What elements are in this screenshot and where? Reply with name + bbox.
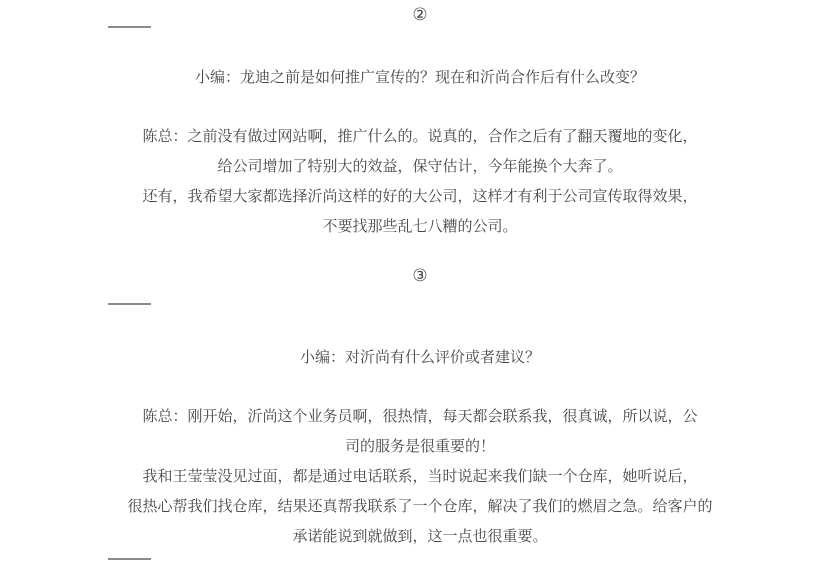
answer-line: 我和王莹莹没见过面，都是通过电话联系，当时说起来我们缺一个仓库，她听说后， — [142, 468, 698, 485]
answer-line: 司的服务是很重要的！ — [344, 438, 495, 455]
divider-bottom — [108, 558, 151, 560]
answer-line: 还有，我希望大家都选择沂尚这样的好的大公司，这样才有利于公司宣传取得效果， — [142, 188, 698, 205]
answer-line: 陈总：之前没有做过网站啊，推广什么的。说真的，合作之后有了翻天覆地的变化， — [142, 128, 698, 145]
answer-line: 陈总：刚开始，沂尚这个业务员啊，很热情，每天都会联系我，很真诚，所以说，公 — [142, 408, 698, 425]
answer-line: 不要找那些乱七八糟的公司。 — [322, 218, 518, 235]
section-3-answer — [25, 402, 815, 552]
section-2-answer — [25, 122, 815, 242]
answer-line: 给公司增加了特别大的效益，保守估计，今年能换个大奔了。 — [217, 158, 623, 175]
section-2-marker: ② — [412, 5, 428, 24]
divider-top — [108, 26, 151, 28]
section-3-question: 小编：对沂尚有什么评价或者建议？ — [299, 349, 540, 366]
answer-line: 承诺能说到就做到，这一点也很重要。 — [292, 528, 548, 545]
answer-line: 很热心帮我们找仓库，结果还真帮我联系了一个仓库，解决了我们的燃眉之急。给客户的 — [127, 498, 713, 515]
section-3-marker: ③ — [412, 266, 428, 285]
divider-middle — [108, 303, 151, 305]
section-2-question: 小编：龙迪之前是如何推广宣传的？现在和沂尚合作后有什么改变？ — [194, 69, 645, 86]
